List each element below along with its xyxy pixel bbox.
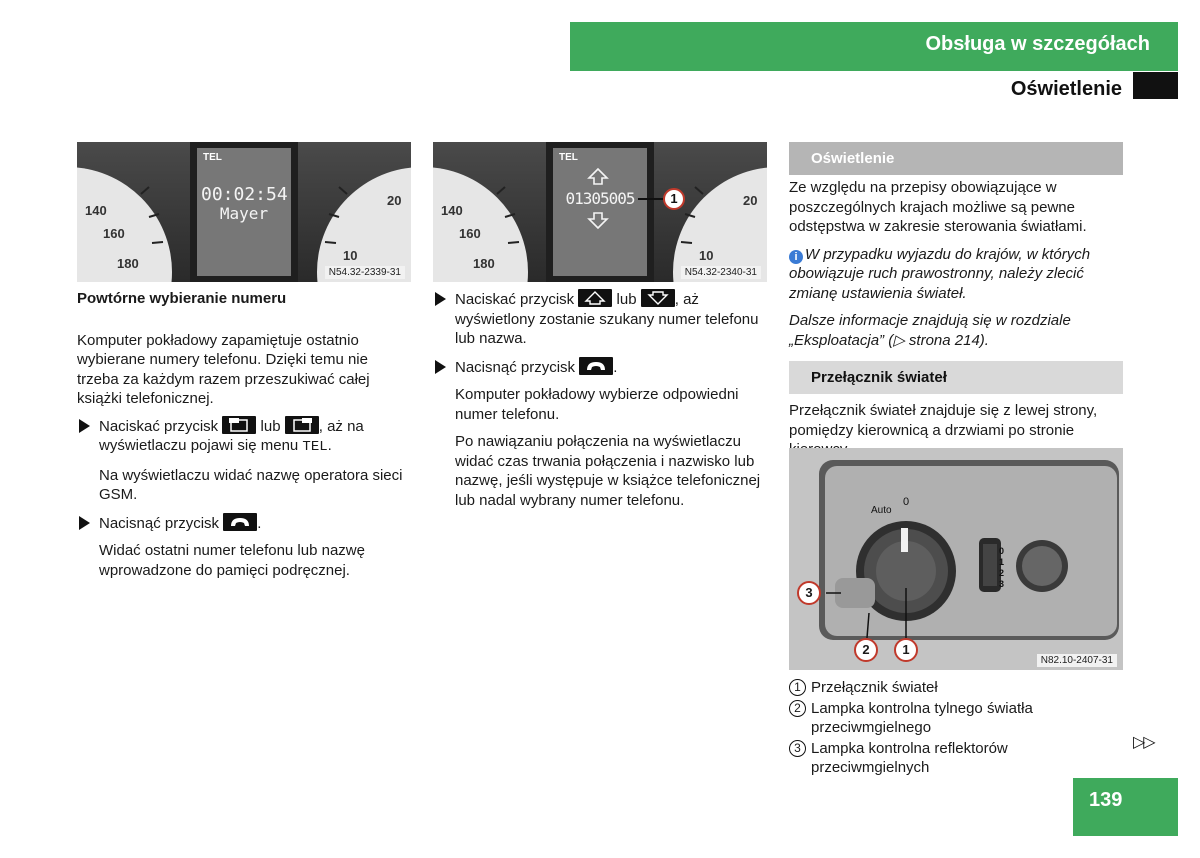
legend-text: Przełącznik świateł — [811, 679, 938, 696]
search-step-2 — [433, 357, 767, 378]
figure-light-switch — [789, 448, 1123, 670]
legend-item — [789, 699, 1123, 738]
callout-2: 2 — [862, 642, 870, 657]
wheel-label: 0 — [999, 546, 1005, 556]
search-note-2: Po nawiązaniu połączenia na wyświetlaczu widać czas trwania połączenia i nazwisko lub nazwę, jeśli występuje w książce telefonicznej lub nadal wybrany numer telefonu. — [455, 433, 761, 509]
section-bar-lighting: Oświetlenie — [789, 142, 1123, 175]
scroll-down-button-icon — [641, 289, 675, 307]
reference-note: Dalsze informacje znajdują się w rozdziale „Eksploatacja” (▷ strona 214). — [789, 312, 1071, 349]
triangle-bullet-icon — [79, 516, 90, 530]
legend-number: 1 — [789, 679, 806, 696]
column-search — [433, 289, 767, 518]
figure-redial-display — [77, 142, 411, 282]
speed-label: 180 — [473, 256, 495, 271]
display-contact-name: Mayer — [219, 204, 269, 223]
step-text: . — [257, 514, 262, 532]
legend-number: 3 — [789, 740, 806, 757]
page-up-button-icon — [222, 416, 256, 434]
figure-legend — [789, 678, 1123, 779]
rpm-label: 20 — [387, 193, 402, 208]
chapter-title: Obsługa w szczegółach — [925, 33, 1150, 55]
page-number-box — [1073, 778, 1178, 836]
step-text: lub — [616, 291, 637, 308]
chapter-header — [570, 22, 1178, 71]
light-switch-description: Przełącznik świateł znajduje się z lewej strony, pomiędzy kierownicą a drzwiami po stronie — [789, 402, 1098, 439]
phone-button-icon — [223, 513, 257, 531]
rpm-label: 10 — [343, 248, 358, 263]
info-note — [789, 245, 1123, 304]
wheel-label: 2 — [999, 568, 1005, 578]
info-text: W przypadku wyjazdu do krajów, w których obowiązuje ruch prawostronny, należy zlecić zmianę ustawienia świateł. — [789, 245, 1091, 302]
wheel-label: 3 — [999, 579, 1005, 589]
knob-label-off: 0 — [903, 496, 910, 508]
legend-item — [789, 678, 1123, 698]
section-tab-marker — [1133, 72, 1178, 99]
callout-number: 1 — [670, 191, 678, 206]
speed-label: 140 — [85, 203, 107, 218]
search-note-1: Komputer pokładowy wybierze odpowiedni numer telefonu. — [455, 386, 739, 423]
figure-code: N82.10-2407-31 — [1037, 654, 1117, 667]
step-text: Naciskać przycisk — [99, 417, 219, 435]
speed-label: 160 — [459, 226, 481, 241]
triangle-bullet-icon — [435, 292, 446, 306]
continue-arrows-icon: ▷▷ — [1133, 734, 1154, 751]
legend-item — [789, 739, 1123, 778]
speed-label: 140 — [441, 203, 463, 218]
triangle-bullet-icon — [435, 360, 446, 374]
section-title: Oświetlenie — [1010, 78, 1122, 100]
step-text: , aż na wyświetlaczu pojawi się menu — [99, 417, 364, 454]
redial-step-2 — [77, 513, 411, 534]
redial-step-1 — [77, 416, 411, 458]
section-bar-light-switch: Przełącznik świateł — [789, 361, 1123, 394]
wheel-label: 1 — [999, 557, 1005, 567]
lighting-intro: Ze względu na przepisy obowiązujące w poszczególnych krajach możliwe są pewne odstępstwa w zakresie sterowania światłami. — [789, 179, 1087, 235]
step-text: Naciskać przycisk — [455, 291, 575, 308]
phone-button-icon — [579, 357, 613, 375]
step-text: . — [613, 358, 618, 376]
callout-1: 1 — [902, 642, 910, 657]
redial-note-1: Na wyświetlaczu widać nazwę operatora sieci GSM. — [99, 466, 403, 503]
step-text: lub — [260, 417, 281, 435]
speed-label: 160 — [103, 226, 125, 241]
step-text: . — [327, 437, 332, 454]
column-redial — [77, 289, 411, 588]
redial-heading: Powtórne wybieranie numeru — [77, 290, 287, 307]
menu-name: TEL — [302, 439, 328, 455]
step-text: Nacisnąć przycisk — [99, 514, 220, 532]
step-text: , aż wyświetlony zostanie szukany numer telefonu lub nazwa. — [455, 291, 759, 347]
rpm-label: 10 — [699, 248, 714, 263]
speed-label: 180 — [117, 256, 139, 271]
page-down-button-icon — [285, 416, 319, 434]
scroll-up-button-icon — [578, 289, 612, 307]
column-lighting — [789, 178, 1123, 358]
redial-note-2: Widać ostatni numer telefonu lub nazwę wprowadzone do pamięci podręcznej. — [99, 542, 365, 579]
search-step-1 — [433, 289, 767, 349]
display-phone-number: 01305005 — [565, 189, 635, 208]
figure-code: N54.32-2339-31 — [325, 266, 405, 279]
info-icon: i — [789, 250, 803, 264]
redial-intro: Komputer pokładowy zapamiętuje ostatnio wybierane numery telefonu. Dzięki temu nie trzeba za każdym razem przeszukiwać całej książki telefonicznej. — [77, 331, 370, 407]
display-call-time: 00:02:54 — [201, 184, 288, 205]
rpm-label: 20 — [743, 193, 758, 208]
legend-text: Lampka kontrolna tylnego światła przeciwmgielnego — [811, 699, 1033, 736]
knob-label-auto: Auto — [871, 505, 892, 516]
step-text: Nacisnąć przycisk — [455, 358, 576, 376]
legend-text: Lampka kontrolna reflektorów przeciwmgielnych — [811, 739, 1008, 776]
callout-3: 3 — [805, 585, 813, 600]
display-tel-label: TEL — [203, 152, 222, 163]
dimmer-wheel-labels — [999, 546, 1004, 590]
display-tel-label: TEL — [559, 152, 578, 163]
page-number: 139 — [1089, 789, 1123, 811]
triangle-bullet-icon — [79, 419, 90, 433]
figure-number-search-display — [433, 142, 767, 282]
legend-number: 2 — [789, 700, 806, 717]
figure-code: N54.32-2340-31 — [681, 266, 761, 279]
